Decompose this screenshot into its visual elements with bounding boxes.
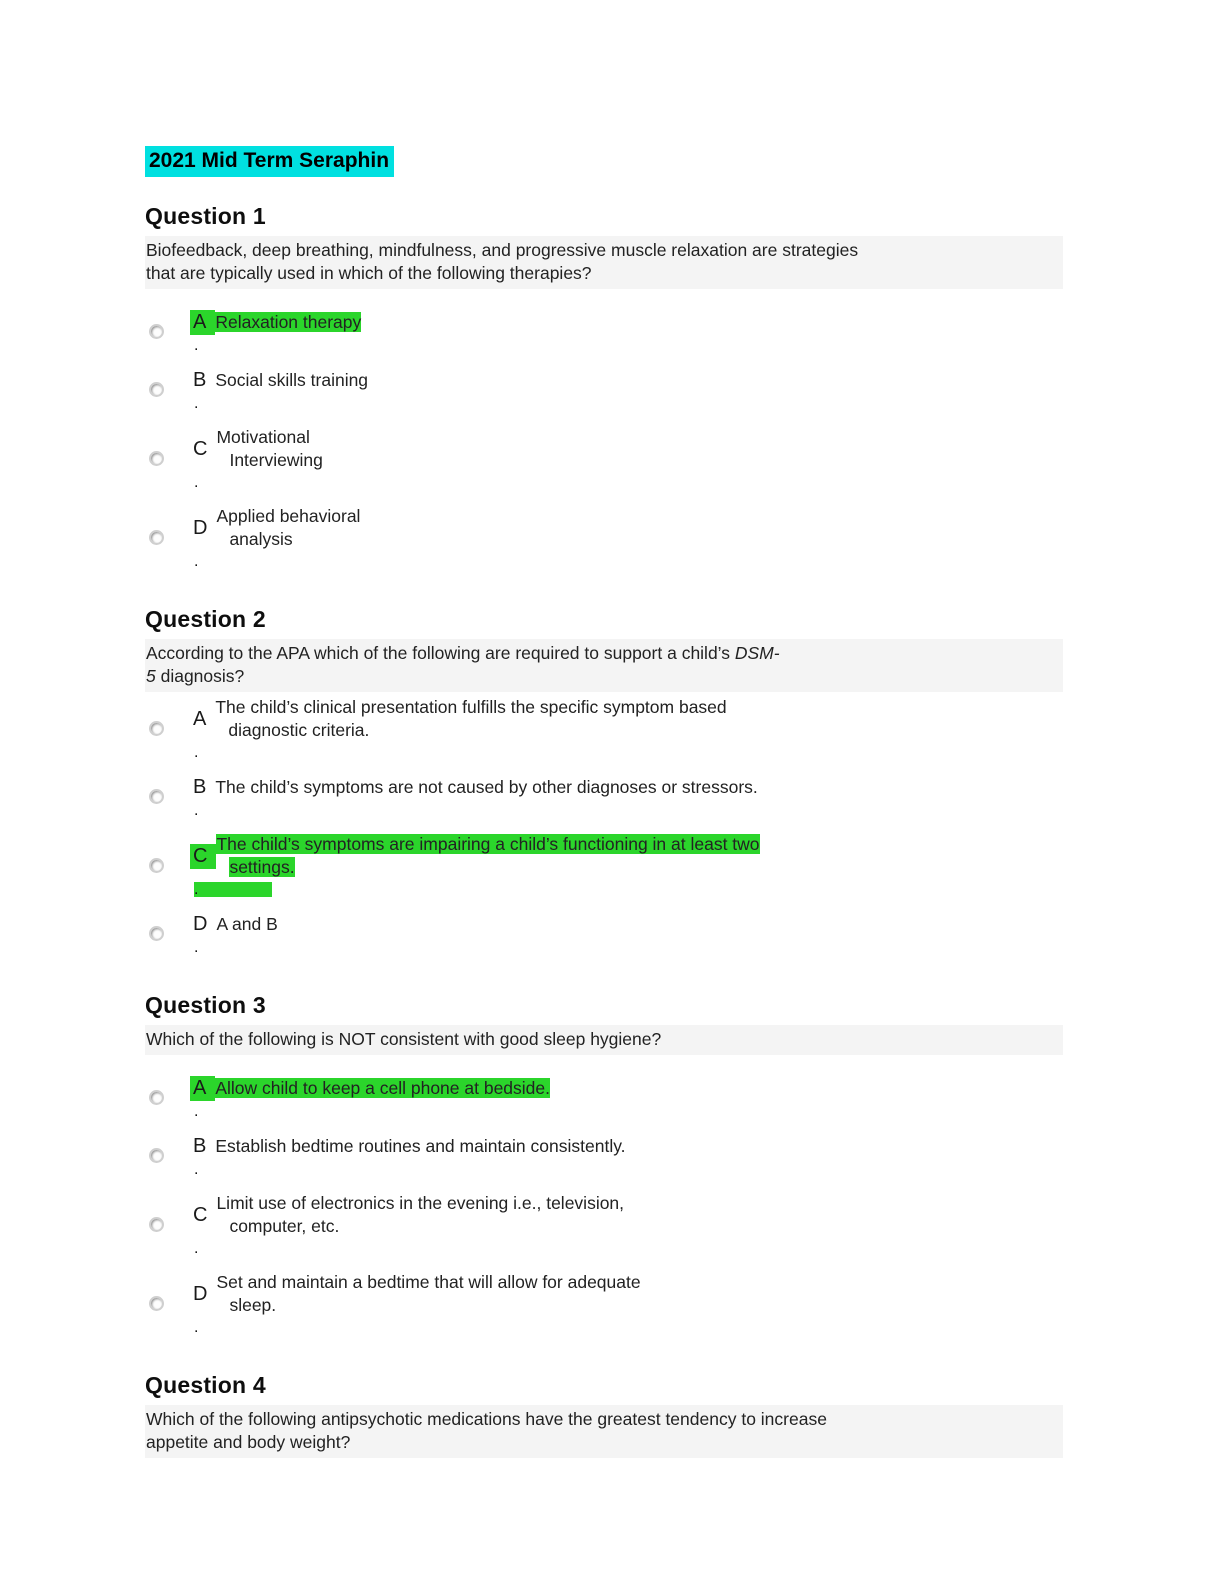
option-period: .	[194, 744, 199, 761]
q3-option-a-radio-button[interactable]	[149, 1090, 164, 1105]
q2-option-d	[145, 912, 1085, 955]
q3-option-d-radio-button[interactable]	[149, 1296, 164, 1311]
option-letter: A	[190, 310, 215, 335]
option-period: .	[194, 395, 199, 412]
q1-option-c-radio-button[interactable]	[149, 451, 164, 466]
question-text-line: Which of the following is NOT consistent with good sleep hygiene?	[146, 1029, 662, 1049]
question-text-italic: DSM-	[734, 643, 780, 663]
q3-option-c-radio-button[interactable]	[149, 1217, 164, 1232]
option-text: Relaxation therapy	[215, 312, 362, 332]
q1-option-a	[145, 310, 1085, 353]
q2-option-a-radio-button[interactable]	[149, 721, 164, 736]
q3-option-c	[145, 1192, 1085, 1256]
option-letter: A	[190, 1076, 215, 1101]
option-period: .	[194, 939, 199, 956]
q1-option-b-radio-button[interactable]	[149, 382, 164, 397]
option-letter: B	[193, 1135, 207, 1157]
question-text-line: appetite and body weight?	[146, 1432, 351, 1452]
option-text: Social skills training	[215, 370, 369, 390]
q2-option-d-radio-button[interactable]	[149, 926, 164, 941]
q2-option-a	[145, 696, 1085, 760]
option-text: Establish bedtime routines and maintain consistently.	[215, 1136, 626, 1156]
q2-option-b	[145, 775, 1085, 818]
option-text: The child’s clinical presentation fulfills the specific symptom based diagnostic criteria.	[215, 697, 727, 740]
option-text: The child’s symptoms are impairing a child’s functioning in at least two settings.	[216, 834, 760, 877]
question-3-text	[145, 1025, 1063, 1055]
question-4	[145, 1372, 1080, 1458]
option-letter: C	[193, 437, 208, 460]
question-4-text	[145, 1405, 1063, 1458]
option-letter: B	[193, 369, 207, 391]
q3-option-d	[145, 1271, 1085, 1335]
question-2-text	[145, 639, 1063, 692]
question-text-segment: According to the APA which of the following are required to support a child’s	[146, 643, 735, 663]
q3-option-b	[145, 1134, 1085, 1177]
q3-option-b-radio-button[interactable]	[149, 1148, 164, 1163]
option-text: Allow child to keep a cell phone at bedside.	[215, 1078, 551, 1098]
q1-option-d-radio-button[interactable]	[149, 530, 164, 545]
option-period: .	[194, 882, 272, 897]
option-letter: C	[190, 844, 216, 869]
question-4-heading: Question 4	[145, 1372, 266, 1398]
option-period: .	[194, 553, 199, 570]
option-letter: D	[193, 913, 208, 935]
question-2-options	[145, 696, 1080, 955]
question-2	[145, 606, 1080, 955]
option-text: Applied behavioral analysis	[216, 506, 361, 549]
question-1	[145, 203, 1080, 569]
option-period: .	[194, 1240, 199, 1257]
option-letter: D	[193, 516, 208, 539]
question-1-heading: Question 1	[145, 203, 266, 229]
q2-option-c-radio-button[interactable]	[149, 858, 164, 873]
option-text: Motivational Interviewing	[216, 427, 323, 470]
question-text-line: Biofeedback, deep breathing, mindfulness, and progressive muscle relaxation are strategies	[146, 240, 859, 260]
option-letter: C	[193, 1203, 208, 1226]
question-text-line: that are typically used in which of the following therapies?	[146, 263, 592, 283]
option-period: .	[194, 1161, 199, 1178]
option-period: .	[194, 1103, 199, 1120]
question-text-segment: diagnosis?	[155, 666, 245, 686]
option-text: The child’s symptoms are not caused by other diagnoses or stressors.	[215, 777, 758, 797]
question-3	[145, 992, 1080, 1335]
question-1-text	[145, 236, 1063, 289]
question-3-heading: Question 3	[145, 992, 266, 1018]
option-period: .	[194, 1319, 199, 1336]
option-text: Limit use of electronics in the evening i.e., television, computer, etc.	[216, 1193, 625, 1236]
question-3-options	[145, 1076, 1080, 1335]
q3-option-a	[145, 1076, 1085, 1119]
q2-option-c	[145, 833, 1085, 897]
option-letter: D	[193, 1282, 208, 1305]
q2-option-b-radio-button[interactable]	[149, 789, 164, 804]
q1-option-a-radio-button[interactable]	[149, 324, 164, 339]
question-2-heading: Question 2	[145, 606, 266, 632]
option-period: .	[194, 474, 199, 491]
question-text-italic: 5	[146, 666, 156, 686]
q1-option-d	[145, 505, 1085, 569]
question-text-line: Which of the following antipsychotic medications have the greatest tendency to increase	[146, 1409, 827, 1429]
option-letter: A	[193, 707, 207, 730]
option-period: .	[194, 802, 199, 819]
question-1-options	[145, 310, 1080, 569]
option-period: .	[194, 337, 199, 354]
document-title: 2021 Mid Term Seraphin	[145, 146, 394, 177]
option-text: Set and maintain a bedtime that will allow for adequate sleep.	[216, 1272, 641, 1315]
q1-option-c	[145, 426, 1085, 490]
q1-option-b	[145, 368, 1085, 411]
option-letter: B	[193, 776, 207, 798]
option-text: A and B	[216, 914, 278, 934]
